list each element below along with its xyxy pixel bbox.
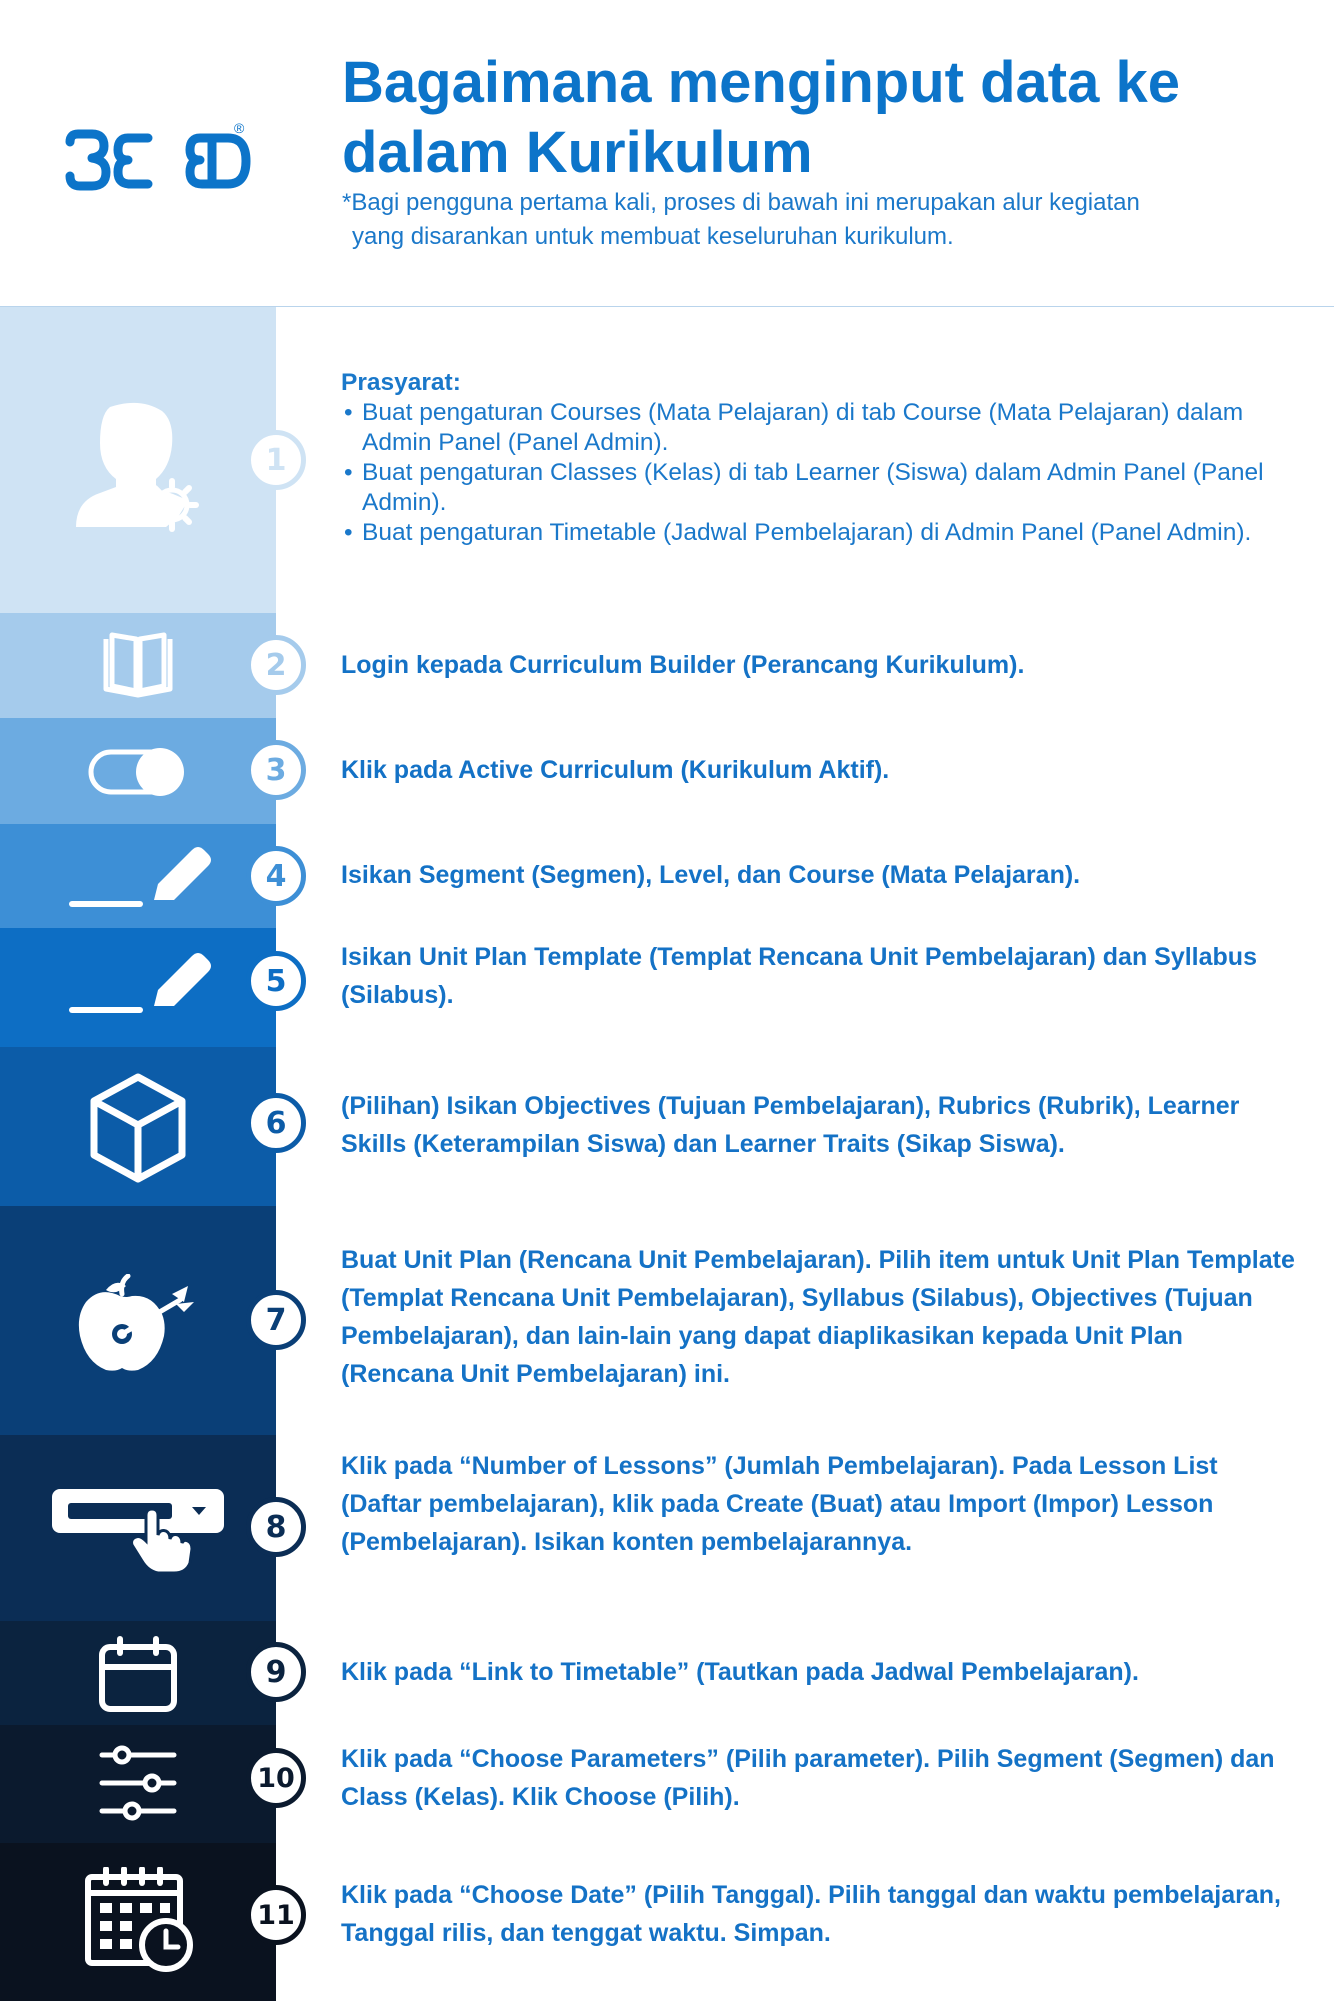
page-subtitle (342, 186, 1242, 254)
step-number-badge: 4 (246, 846, 306, 906)
cube-icon (88, 1073, 188, 1190)
sliders-icon (98, 1745, 178, 1826)
step-number-badge: 1 (246, 430, 306, 490)
registered-mark: ® (234, 120, 245, 136)
step-text: Klik pada “Number of Lessons” (Jumlah Pembelajaran). Pada Lesson List (Daftar pembelajaran), klik pada Create (Buat) atau Import (Impor) Lesson (Pembelajaran). Isikan konten pembelajarannya. (341, 1452, 1218, 1556)
step-7 (0, 1206, 1334, 1435)
step-number-badge: 6 (246, 1093, 306, 1153)
step-text: (Pilihan) Isikan Objectives (Tujuan Pembelajaran), Rubrics (Rubrik), Learner Skills (Keterampilan Siswa) dan Learner Traits (Sikap Siswa). (341, 1092, 1240, 1158)
step-number-badge: 11 (246, 1885, 306, 1945)
step-number-badge: 8 (246, 1497, 306, 1557)
step-9 (0, 1621, 1334, 1725)
step-text: Klik pada “Link to Timetable” (Tautkan pada Jadwal Pembelajaran). (341, 1658, 1139, 1686)
step-2 (0, 613, 1334, 718)
list-item: • Buat pengaturan Courses (Mata Pelajaran) di tab Course (Mata Pelajaran) dalam Admin Panel (Panel Admin). (341, 398, 1311, 458)
list-item: • Buat pengaturan Timetable (Jadwal Pembelajaran) di Admin Panel (Panel Admin). (341, 518, 1311, 548)
step-text: Klik pada “Choose Parameters” (Pilih parameter). Pilih Segment (Segmen) dan Class (Kelas). Klik Choose (Pilih). (341, 1745, 1275, 1811)
step-4 (0, 824, 1334, 928)
book-icon (100, 631, 176, 706)
step-6 (0, 1047, 1334, 1206)
subtitle-line-1: *Bagi pengguna pertama kali, proses di bawah ini merupakan alur kegiatan (342, 189, 1140, 216)
step-number-badge: 5 (246, 951, 306, 1011)
toggle-icon (88, 746, 188, 803)
step-11 (0, 1843, 1334, 2001)
list-item: • Buat pengaturan Classes (Kelas) di tab Learner (Siswa) dalam Admin Panel (Panel Admin). (341, 458, 1311, 518)
subtitle-line-2: yang disarankan untuk membuat keseluruhan kurikulum. (352, 223, 954, 250)
step-number-badge: 3 (246, 740, 306, 800)
step-8 (0, 1435, 1334, 1621)
prerequisites-text (341, 368, 1311, 548)
header (0, 0, 1334, 306)
step-1-prerequisites (0, 307, 1334, 613)
step-text: Klik pada “Choose Date” (Pilih Tanggal). Pilih tanggal dan waktu pembelajaran, Tanggal rilis, dan tenggat waktu. Simpan. (341, 1881, 1281, 1947)
prerequisites-list (341, 398, 1311, 548)
step-text: Isikan Unit Plan Template (Templat Rencana Unit Pembelajaran) dan Syllabus (Silabus). (341, 943, 1257, 1009)
step-number-badge: 2 (246, 635, 306, 695)
calendar-icon (98, 1635, 178, 1718)
user-gear-icon (70, 397, 210, 542)
step-text: Isikan Segment (Segmen), Level, dan Course (Mata Pelajaran). (341, 861, 1081, 889)
page-title: Bagaimana menginput data ke dalam Kurikulum (342, 50, 1180, 185)
step-10 (0, 1725, 1334, 1843)
step-number-badge: 10 (246, 1748, 306, 1808)
beed-logo (62, 120, 262, 200)
step-5 (0, 928, 1334, 1047)
apple-target-icon (76, 1274, 200, 1379)
beed-logo-mark (62, 120, 252, 200)
step-text: Buat Unit Plan (Rencana Unit Pembelajaran). Pilih item untuk Unit Plan Template (Templat Rencana Unit Pembelajaran), Syllabus (Silabus), Objectives (Tujuan Pembelajaran), dan lain-lain yang dapat diaplikasikan kepada Unit Plan (Rencana Unit Pembelajaran) ini. (341, 1246, 1295, 1388)
calendar-clock-icon (84, 1867, 196, 1978)
step-text: Login kepada Curriculum Builder (Perancang Kurikulum). (341, 651, 1025, 679)
step-number-badge: 9 (246, 1642, 306, 1702)
step-number-badge: 7 (246, 1290, 306, 1350)
dropdown-click-icon (50, 1485, 230, 1580)
step-text: Klik pada Active Curriculum (Kurikulum Aktif). (341, 756, 890, 784)
prerequisites-heading: Prasyarat: (341, 369, 461, 396)
pencil-line-icon (68, 948, 218, 1023)
pencil-line-icon (68, 842, 218, 917)
step-3 (0, 718, 1334, 824)
